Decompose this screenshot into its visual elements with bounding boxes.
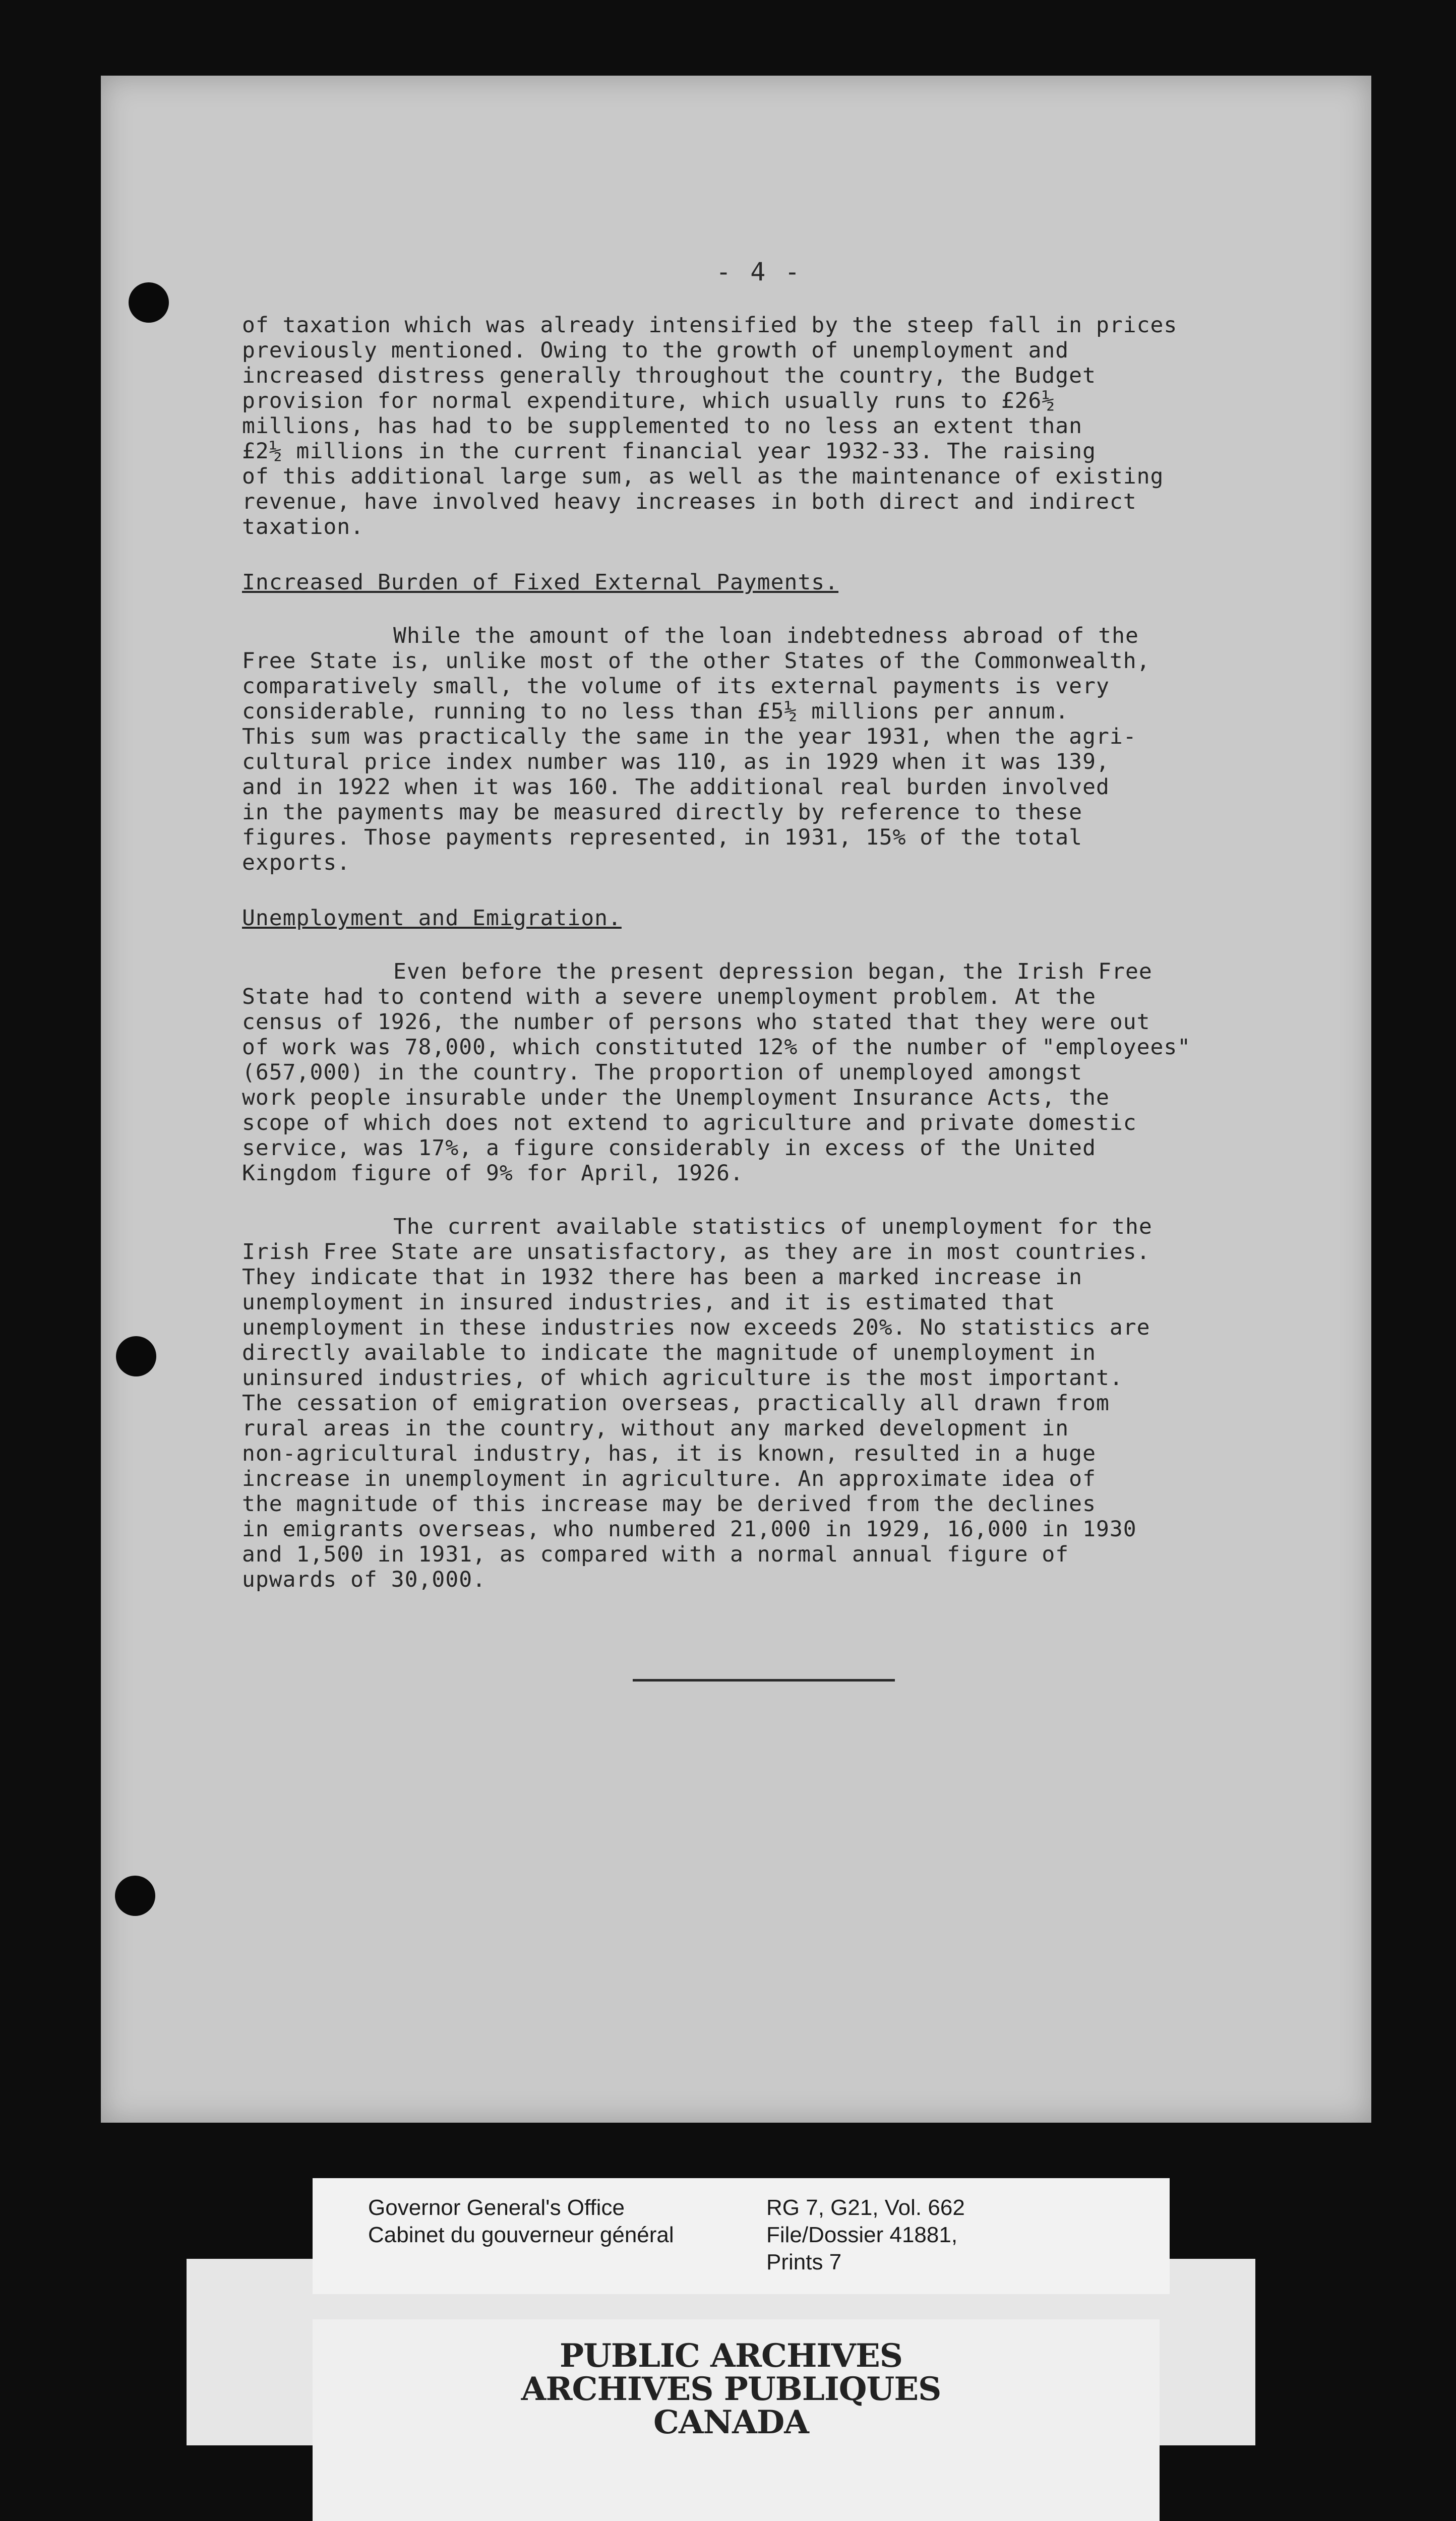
text-line: This sum was practically the same in the year 1931, when the agri- xyxy=(242,724,1137,749)
text-line: of taxation which was already intensified by the steep fall in prices xyxy=(242,313,1178,338)
archives-line-country: CANADA xyxy=(653,2404,809,2441)
text-line: provision for normal expenditure, which usually runs to £26½ xyxy=(242,388,1056,413)
text-line: State had to contend with a severe unemployment problem. At the xyxy=(242,984,1096,1009)
office-name-fr: Cabinet du gouverneur général xyxy=(368,2223,674,2247)
punch-hole-3 xyxy=(115,1876,155,1916)
office-name-en: Governor General's Office xyxy=(368,2195,625,2220)
section-heading-unemployment: Unemployment and Emigration. xyxy=(242,906,622,931)
text-line: £2½ millions in the current financial year 1932-33. The raising xyxy=(242,439,1096,464)
text-line: directly available to indicate the magnitude of unemployment in xyxy=(242,1340,1096,1365)
text-line: scope of which does not extend to agriculture and private domestic xyxy=(242,1110,1137,1135)
paragraph-external-payments xyxy=(242,623,1301,875)
record-group: RG 7, G21, Vol. 662 xyxy=(766,2195,965,2220)
public-archives-stamp xyxy=(504,2339,958,2439)
text-line: of this additional large sum, as well as the maintenance of existing xyxy=(242,464,1164,489)
office-block xyxy=(368,2194,674,2249)
text-line: revenue, have involved heavy increases in both direct and indirect xyxy=(242,489,1137,514)
text-line: in the payments may be measured directly by reference to these xyxy=(242,800,1083,825)
text-line: Free State is, unlike most of the other States of the Commonwealth, xyxy=(242,648,1150,674)
reference-block xyxy=(766,2194,965,2276)
paragraph-spacer xyxy=(242,1186,1301,1214)
text-line: rural areas in the country, without any marked development in xyxy=(242,1416,1069,1441)
text-line: previously mentioned. Owing to the growth of unemployment and xyxy=(242,338,1069,363)
punch-hole-2 xyxy=(116,1336,156,1376)
text-line: service, was 17%, a figure considerably in excess of the United xyxy=(242,1135,1096,1161)
paragraph-unemployment xyxy=(242,959,1301,1186)
document-body xyxy=(242,313,1301,1592)
text-line: increase in unemployment in agriculture. An approximate idea of xyxy=(242,1466,1096,1491)
text-line: upwards of 30,000. xyxy=(242,1567,486,1592)
end-rule xyxy=(633,1679,895,1682)
paragraph-statistics xyxy=(242,1214,1301,1592)
text-line: of work was 78,000, which constituted 12% of the number of "employees" xyxy=(242,1035,1191,1060)
text-line: exports. xyxy=(242,850,351,875)
text-line: The cessation of emigration overseas, practically all drawn from xyxy=(242,1391,1110,1416)
text-line: Irish Free State are unsatisfactory, as they are in most countries. xyxy=(242,1239,1150,1265)
prints-number: Prints 7 xyxy=(766,2250,842,2274)
text-line: non-agricultural industry, has, it is known, resulted in a huge xyxy=(242,1441,1096,1466)
text-line: comparatively small, the volume of its external payments is very xyxy=(242,674,1110,699)
paragraph-taxation xyxy=(242,313,1301,539)
archives-line-fr: ARCHIVES PUBLIQUES xyxy=(521,2370,941,2408)
text-line: unemployment in insured industries, and it is estimated that xyxy=(242,1290,1056,1315)
file-number: File/Dossier 41881, xyxy=(766,2223,958,2247)
text-line: They indicate that in 1932 there has been a marked increase in xyxy=(242,1265,1083,1290)
archives-line-en: PUBLIC ARCHIVES xyxy=(559,2337,903,2375)
text-line: work people insurable under the Unemployment Insurance Acts, the xyxy=(242,1085,1110,1110)
section-heading-external-payments: Increased Burden of Fixed External Payments. xyxy=(242,570,839,595)
archive-reference-label xyxy=(313,2178,1170,2294)
text-line: cultural price index number was 110, as in 1929 when it was 139, xyxy=(242,749,1110,774)
punch-hole-1 xyxy=(129,282,169,323)
text-line: census of 1926, the number of persons who stated that they were out xyxy=(242,1009,1150,1035)
text-line: and in 1922 when it was 160. The additional real burden involved xyxy=(242,774,1110,800)
text-line: While the amount of the loan indebtedness abroad of the xyxy=(393,623,1139,648)
text-line: and 1,500 in 1931, as compared with a normal annual figure of xyxy=(242,1542,1069,1567)
text-line: taxation. xyxy=(242,514,364,539)
text-line: the magnitude of this increase may be derived from the declines xyxy=(242,1491,1096,1517)
text-line: increased distress generally throughout the country, the Budget xyxy=(242,363,1096,388)
text-line: The current available statistics of unemployment for the xyxy=(393,1214,1152,1239)
text-line: in emigrants overseas, who numbered 21,000 in 1929, 16,000 in 1930 xyxy=(242,1517,1137,1542)
text-line: uninsured industries, of which agriculture is the most important. xyxy=(242,1365,1123,1391)
text-line: millions, has had to be supplemented to no less an extent than xyxy=(242,413,1083,439)
text-line: Kingdom figure of 9% for April, 1926. xyxy=(242,1161,744,1186)
text-line: (657,000) in the country. The proportion of unemployed amongst xyxy=(242,1060,1083,1085)
text-line: unemployment in these industries now exceeds 20%. No statistics are xyxy=(242,1315,1150,1340)
text-line: Even before the present depression began, the Irish Free xyxy=(393,959,1152,984)
text-line: figures. Those payments represented, in 1931, 15% of the total xyxy=(242,825,1083,850)
page-number: - 4 - xyxy=(716,257,802,286)
text-line: considerable, running to no less than £5½ millions per annum. xyxy=(242,699,1069,724)
